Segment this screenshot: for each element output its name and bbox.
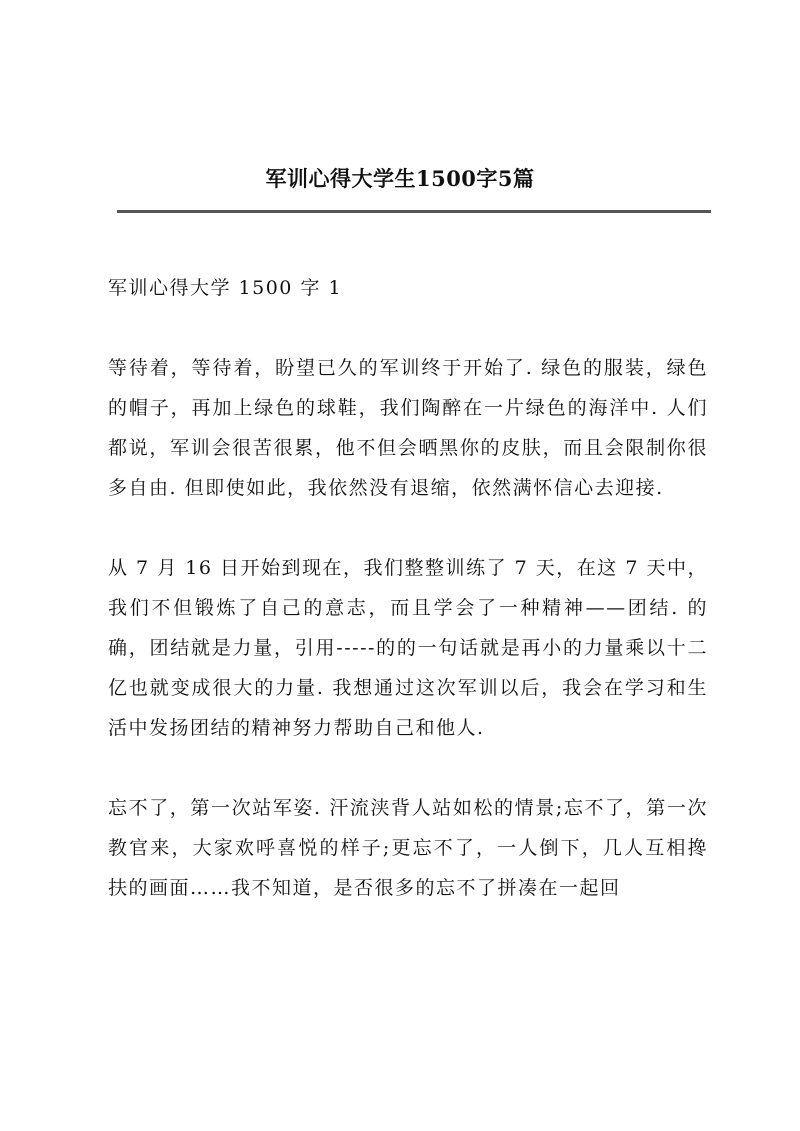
document-title: 军训心得大学生1500字5篇 — [265, 166, 535, 191]
paragraph: 等待着，等待着，盼望已久的军训终于开始了. 绿色的服装，绿色的帽子，再加上绿色的球鞋，我们陶醉在一片绿色的海洋中. 人们都说，军训会很苦很累，他不但会晒黑你的皮肤，而且会限制你很多自由. 但即使如此，我依然没有退缩，依然满怀信心去迎接. — [108, 357, 708, 499]
title-divider — [117, 210, 711, 213]
paragraph: 从 7 月 16 日开始到现在，我们整整训练了 7 天，在这 7 天中，我们不但锻炼了自己的意志，而且学会了一种精神——团结. 的确，团结就是力量，引用-----的的一句话就是再小的力量乘以十二亿也就变成很大的力量. 我想通过这次军训以后，我会在学习和生活中发扬团结的精神努力帮助自己和他人. — [108, 557, 708, 739]
section-heading: 军训心得大学 1500 字 1 — [108, 277, 343, 299]
paragraph: 忘不了，第一次站军姿. 汗流浃背人站如松的情景;忘不了，第一次教官来，大家欢呼喜悦的样子;更忘不了，一人倒下，几人互相搀扶的画面……我不知道，是否很多的忘不了拼凑在一起回 — [108, 797, 708, 899]
document-body — [108, 268, 708, 948]
